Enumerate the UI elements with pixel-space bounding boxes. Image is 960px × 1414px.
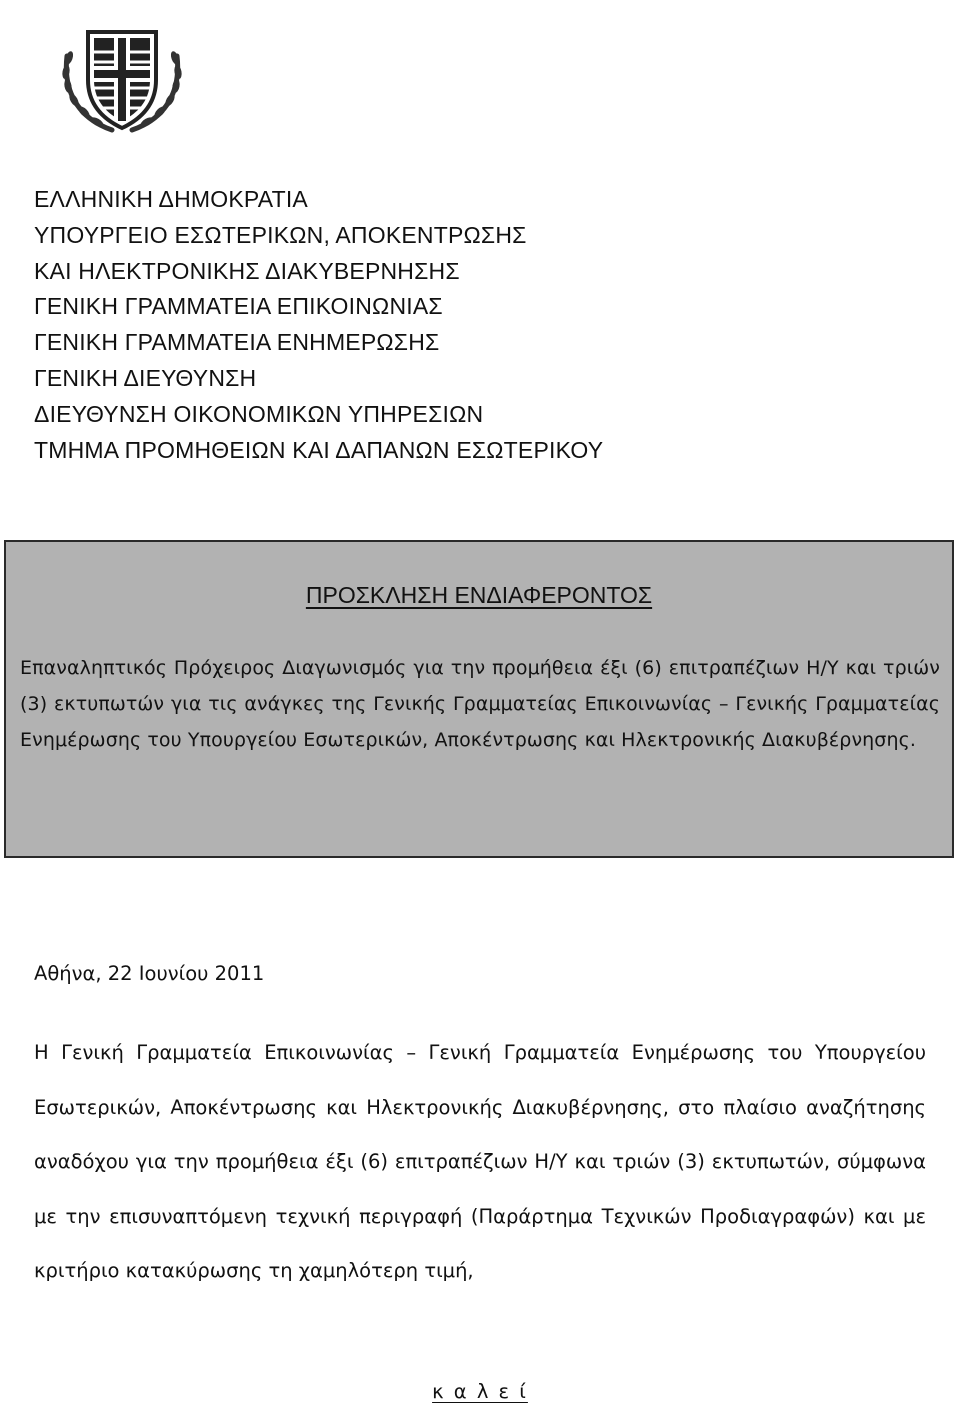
issuer-header bbox=[34, 182, 603, 468]
date-line: Αθήνα, 22 Ιουνίου 2011 bbox=[34, 962, 265, 985]
calls-word: κ α λ ε ί bbox=[432, 1380, 528, 1403]
header-line-ministry-cont: ΚΑΙ ΗΛΕΚΤΡΟΝΙΚΗΣ ΔΙΑΚΥΒΕΡΝΗΣΗΣ bbox=[34, 257, 460, 284]
header-line-country: ΕΛΛΗΝΙΚΗ ΔΗΜΟΚΡΑΤΙΑ bbox=[34, 186, 308, 212]
header-line-secretariat-communication: ΓΕΝΙΚΗ ΓΡΑΜΜΑΤΕΙΑ ΕΠΙΚΟΙΝΩΝΙΑΣ bbox=[34, 293, 443, 320]
calls-heading bbox=[0, 1380, 960, 1403]
greek-coat-of-arms-icon bbox=[55, 18, 189, 144]
invitation-title bbox=[6, 582, 952, 609]
body-paragraph: Η Γενική Γραμματεία Επικοινωνίας – Γενική Γραμματεία Ενημέρωσης του Υπουργείου Εσωτερικών, Αποκέντρωσης και Ηλεκτρονικής Διακυβέρνησης, στο πλαίσιο αναζήτησης αναδόχου για την προμήθεια έξι (6) επιτραπέζιων Η/Υ και τριών (3) εκτυπωτών, σύμφωνα με την επισυναπτόμενη τεχνική περιγραφή (Παράρτημα Τεχνικών Προδιαγραφών) και με κριτήριο κατακύρωσης τη χαμηλότερη τιμή, bbox=[34, 1041, 926, 1282]
header-line-department: ΤΜΗΜΑ ΠΡΟΜΗΘΕΙΩΝ ΚΑΙ ΔΑΠΑΝΩΝ ΕΣΩΤΕΡΙΚΟΥ bbox=[34, 436, 604, 463]
header-line-secretariat-information: ΓΕΝΙΚΗ ΓΡΑΜΜΑΤΕΙΑ ΕΝΗΜΕΡΩΣΗΣ bbox=[34, 329, 440, 356]
header-line-general-directorate: ΓΕΝΙΚΗ ΔΙΕΥΘΥΝΣΗ bbox=[34, 364, 257, 391]
invitation-subject: Επαναληπτικός Πρόχειρος Διαγωνισμός για την προμήθεια έξι (6) επιτραπέζιων Η/Υ και τριών (3) εκτυπωτών για τις ανάγκες της Γενικής Γραμματείας Επικοινωνίας – Γενικής Γραμματείας Ενημέρωσης του Υπουργείου Εσωτερικών, Αποκέντρωσης και Ηλεκτρονικής Διακυβέρνησης. bbox=[20, 657, 940, 751]
header-line-directorate: ΔΙΕΥΘΥΝΣΗ ΟΙΚΟΝΟΜΙΚΩΝ ΥΠΗΡΕΣΙΩΝ bbox=[34, 400, 484, 427]
invitation-title-text: ΠΡΟΣΚΛΗΣΗ ΕΝΔΙΑΦΕΡΟΝΤΟΣ bbox=[305, 582, 653, 608]
invitation-box bbox=[4, 540, 954, 858]
header-line-ministry: ΥΠΟΥΡΓΕΙΟ ΕΣΩΤΕΡΙΚΩΝ, ΑΠΟΚΕΝΤΡΩΣΗΣ bbox=[34, 221, 527, 248]
